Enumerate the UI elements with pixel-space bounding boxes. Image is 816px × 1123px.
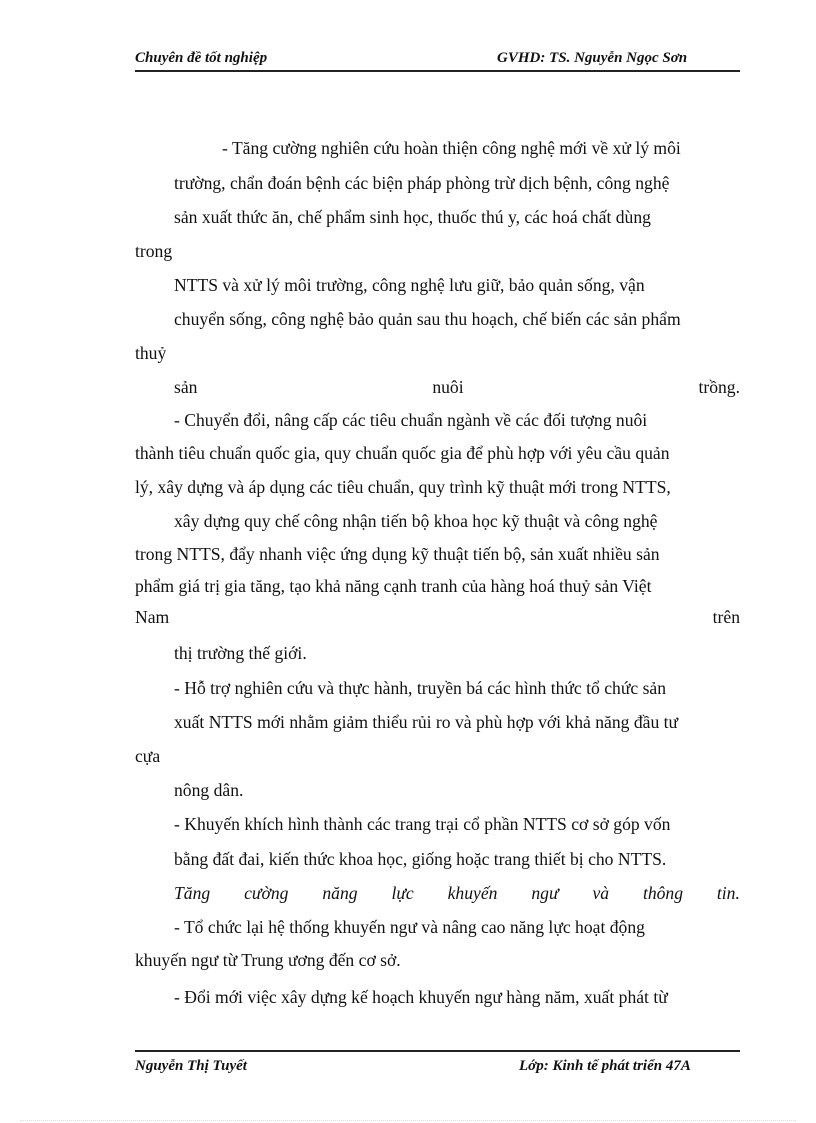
text-line: trong xyxy=(135,241,173,261)
page-footer xyxy=(135,1050,740,1079)
text-line: khuyến ngư từ Trung ương đến cơ sở. xyxy=(135,950,401,970)
text-line: - Đổi mới việc xây dựng kế hoạch khuyến ngư hàng năm, xuất phát từ xyxy=(174,987,668,1007)
page-edge-divider xyxy=(20,1120,796,1121)
header-advisor: GVHD: TS. Nguyễn Ngọc Sơn xyxy=(497,50,688,66)
text-line xyxy=(135,606,740,628)
text-line: cựa xyxy=(135,746,161,766)
word: nuôi xyxy=(432,377,464,397)
text-line: trong NTTS, đẩy nhanh việc ứng dụng kỹ thuật tiến bộ, sản xuất nhiều sản xyxy=(135,544,660,564)
text-line: thị trường thế giới. xyxy=(174,643,307,663)
text-line: - Khuyến khích hình thành các trang trại cổ phần NTTS cơ sở góp vốn xyxy=(174,814,671,834)
text-line: xuất NTTS mới nhằm giảm thiểu rủi ro và phù hợp với khả năng đầu tư xyxy=(174,712,679,732)
footer-author: Nguyễn Thị Tuyết xyxy=(135,1058,247,1074)
text-line: chuyển sống, công nghệ bảo quản sau thu hoạch, chế biến các sản phẩm xyxy=(174,309,681,329)
word: và xyxy=(592,883,610,903)
word: sản xyxy=(174,377,198,397)
text-line: trường, chẩn đoán bệnh các biện pháp phòng trừ dịch bệnh, công nghệ xyxy=(174,173,670,193)
text-line: nông dân. xyxy=(174,780,244,800)
page-header xyxy=(135,48,740,72)
word: năng xyxy=(322,883,358,903)
text-line: thuỷ xyxy=(135,343,167,363)
text-line: - Chuyển đổi, nâng cấp các tiêu chuẩn ngành về các đối tượng nuôi xyxy=(174,410,648,430)
section-heading xyxy=(174,882,740,904)
text-line: - Hỗ trợ nghiên cứu và thực hành, truyền bá các hình thức tổ chức sản xyxy=(174,678,667,698)
word: lực xyxy=(391,883,414,903)
word: tin. xyxy=(716,883,740,903)
text-line: bằng đất đai, kiến thức khoa học, giống hoặc trang thiết bị cho NTTS. xyxy=(174,849,667,869)
header-title: Chuyên đề tốt nghiệp xyxy=(135,50,268,66)
word: khuyến xyxy=(447,883,498,903)
text-line: sản xuất thức ăn, chế phẩm sinh học, thuốc thú y, các hoá chất dùng xyxy=(174,207,651,227)
word: ngư xyxy=(531,883,559,903)
word: trên xyxy=(712,607,740,627)
text-line: - Tổ chức lại hệ thống khuyến ngư và nâng cao năng lực hoạt động xyxy=(174,917,645,937)
footer-class: Lớp: Kinh tế phát triển 47A xyxy=(519,1058,691,1074)
text-line: xây dựng quy chế công nhận tiến bộ khoa học kỹ thuật và công nghệ xyxy=(174,511,658,531)
word: trồng. xyxy=(698,377,740,397)
word: Nam xyxy=(135,607,170,627)
text-line: lý, xây dựng và áp dụng các tiêu chuẩn, quy trình kỹ thuật mới trong NTTS, xyxy=(135,477,671,497)
text-line: NTTS và xử lý môi trường, công nghệ lưu giữ, bảo quản sống, vận xyxy=(174,275,645,295)
text-line: - Tăng cường nghiên cứu hoàn thiện công nghệ mới về xử lý môi xyxy=(222,138,681,158)
word: Tăng xyxy=(174,883,211,903)
word: thông xyxy=(642,883,684,903)
word: cường xyxy=(244,883,289,903)
text-line: thành tiêu chuẩn quốc gia, quy chuẩn quốc gia để phù hợp với yêu cầu quản xyxy=(135,443,670,463)
text-line: phẩm giá trị gia tăng, tạo khả năng cạnh tranh của hàng hoá thuỷ sản Việt xyxy=(135,576,652,596)
text-line xyxy=(174,376,740,398)
